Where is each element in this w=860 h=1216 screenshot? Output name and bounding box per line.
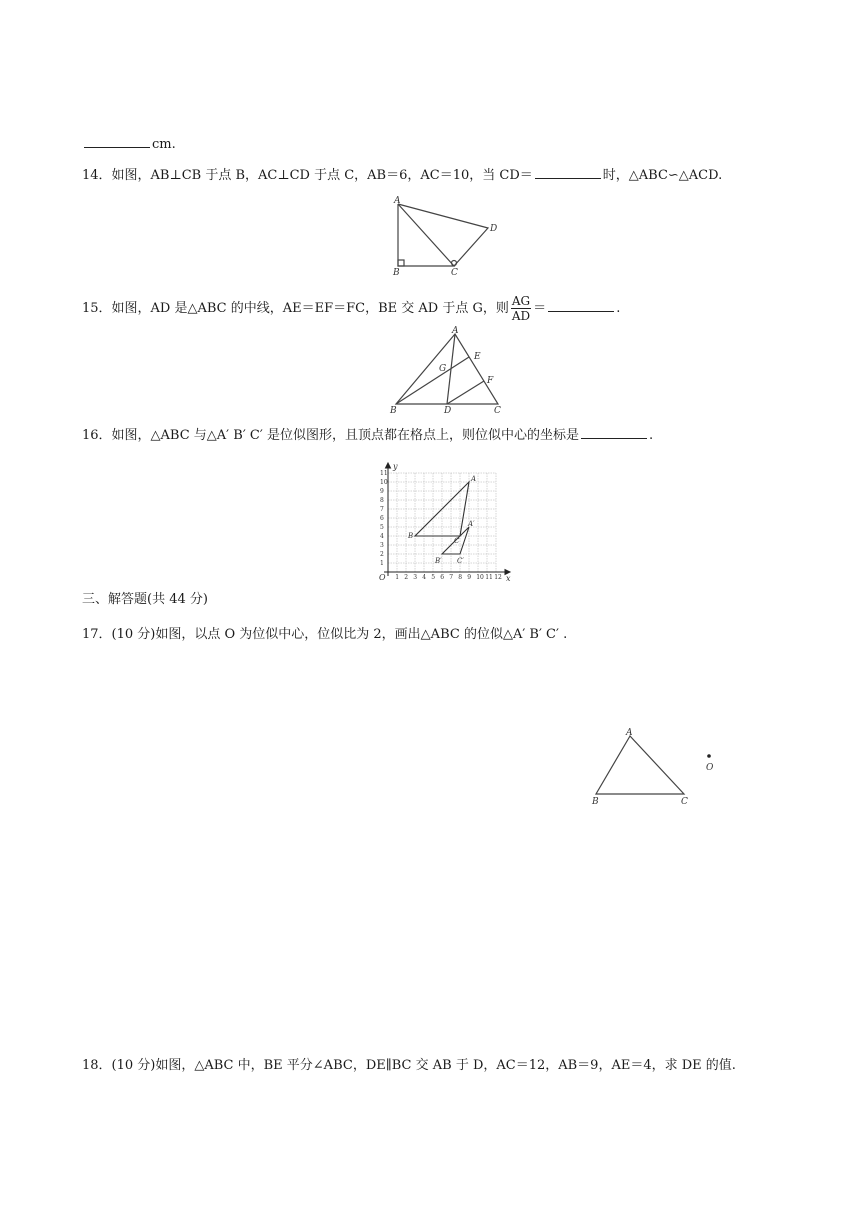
q16-tick-labels [379,462,511,583]
q15-frac-den: AD [511,309,531,323]
q16-vertex-labels [407,475,476,565]
q16-answer-blank[interactable] [581,425,647,439]
q16-y-tick-label: 5 [380,524,384,531]
q16-x-tick-label: 7 [449,574,454,581]
q16-x-tick-label: 3 [413,574,418,581]
q16-x-tick-label: 6 [440,574,445,581]
q16-text-after: . [648,428,654,443]
q15-label-d: D [444,406,452,416]
q16-y-tick-label: 10 [380,479,388,486]
q15-label-c: C [494,406,501,416]
q16-vertex-label: B [408,532,414,540]
q14-triangle-acd [398,204,488,266]
q17-label-b: B [592,797,599,807]
q13-answer-blank[interactable] [84,134,150,148]
q14-label-d: D [490,224,498,234]
q14-text-before: 14．如图，AB⊥CB 于点 B，AC⊥CD 于点 C，AB＝6，AC＝10，当 CD＝ [82,168,533,183]
q16-y-tick-label: 4 [380,533,384,540]
q15-fraction [511,294,531,323]
q16-vertex-label: C [454,537,460,545]
q14-label-a: A [394,196,401,206]
q16-x-tick-label: 12 [494,574,502,581]
q18-question: 18．(10 分)如图，△ABC 中，BE 平分∠ABC，DE∥BC 交 AB 于 D，AC＝12，AB＝9，AE＝4，求 DE 的值. [82,1058,736,1073]
q16-axes [384,463,510,576]
q15-answer-blank[interactable] [548,298,614,312]
q16-coordinate-figure [372,448,520,582]
q15-label-g: G [439,364,447,374]
q15-label-f: F [487,376,494,386]
q16-vertex-label: B′ [435,557,442,565]
q15-figure [388,326,512,416]
q16-x-tick-label: 2 [404,574,409,581]
q17-label-c: C [681,797,688,807]
q15-text-end: . [616,301,621,316]
q16-x-axis-label: x [506,574,511,583]
q16-x-tick-label: 9 [467,574,472,581]
q14-label-c: C [451,268,458,278]
q15-label-e: E [474,352,481,362]
q14-right-angle-c [452,261,457,266]
q15-label-b: B [390,406,397,416]
q15-text-before: 15．如图，AD 是△ABC 的中线，AE＝EF＝FC，BE 交 AD 于点 G，则 [82,301,509,316]
q17-label-a: A [626,728,633,738]
q16-vertex-label: C′ [457,557,464,565]
q15-frac-num: AG [511,294,531,308]
q16-y-tick-label: 3 [380,542,384,549]
q13-tail [82,134,176,154]
q16-x-tick-label: 11 [485,574,493,581]
q17-figure [588,726,718,810]
q16-grid [388,473,496,572]
q14-question [82,165,722,185]
q14-text-after: 时，△ABC∽△ACD. [602,168,723,183]
q16-y-tick-label: 9 [380,488,384,495]
q16-y-tick-label: 7 [380,506,384,513]
q16-text-before: 16．如图，△ABC 与△A′ B′ C′ 是位似图形，且顶点都在格点上，则位似中心的坐标是 [82,428,579,443]
q16-origin-label: O [379,573,386,582]
q15-question [82,294,620,324]
q16-x-tick-label: 8 [458,574,463,581]
q16-vertex-label: A [471,475,477,483]
q17-label-o: O [706,763,714,773]
q14-label-b: B [393,268,400,278]
q15-equals: ＝ [533,301,547,316]
q16-y-axis-label: y [393,462,398,471]
q13-unit: cm. [152,137,176,152]
section3-title: 三、解答题(共 44 分) [82,592,208,607]
q16-y-arrow [386,463,391,468]
q15-segment-df [447,381,484,404]
q14-right-angle-b [398,260,404,266]
q14-triangle-abc [398,204,454,266]
q17-point-o [707,754,711,758]
q16-y-tick-label: 1 [380,560,384,567]
q17-question: 17．(10 分)如图，以点 O 为位似中心，位似比为 2，画出△ABC 的位似△A′ B′ C′ . [82,627,568,642]
q14-answer-blank[interactable] [535,165,601,179]
q16-x-tick-label: 1 [395,574,400,581]
q17-triangle-abc [596,736,684,794]
q16-y-tick-label: 11 [380,470,388,477]
q16-x-tick-label: 10 [476,574,484,581]
q16-y-tick-label: 6 [380,515,384,522]
q15-label-a: A [452,326,459,336]
q16-y-tick-label: 2 [380,551,384,558]
q14-figure [390,196,510,278]
q16-y-tick-label: 8 [380,497,384,504]
q16-vertex-label: A′ [468,520,475,528]
q16-x-tick-label: 5 [431,574,436,581]
q16-question [82,425,653,445]
q16-x-tick-label: 4 [422,574,427,581]
